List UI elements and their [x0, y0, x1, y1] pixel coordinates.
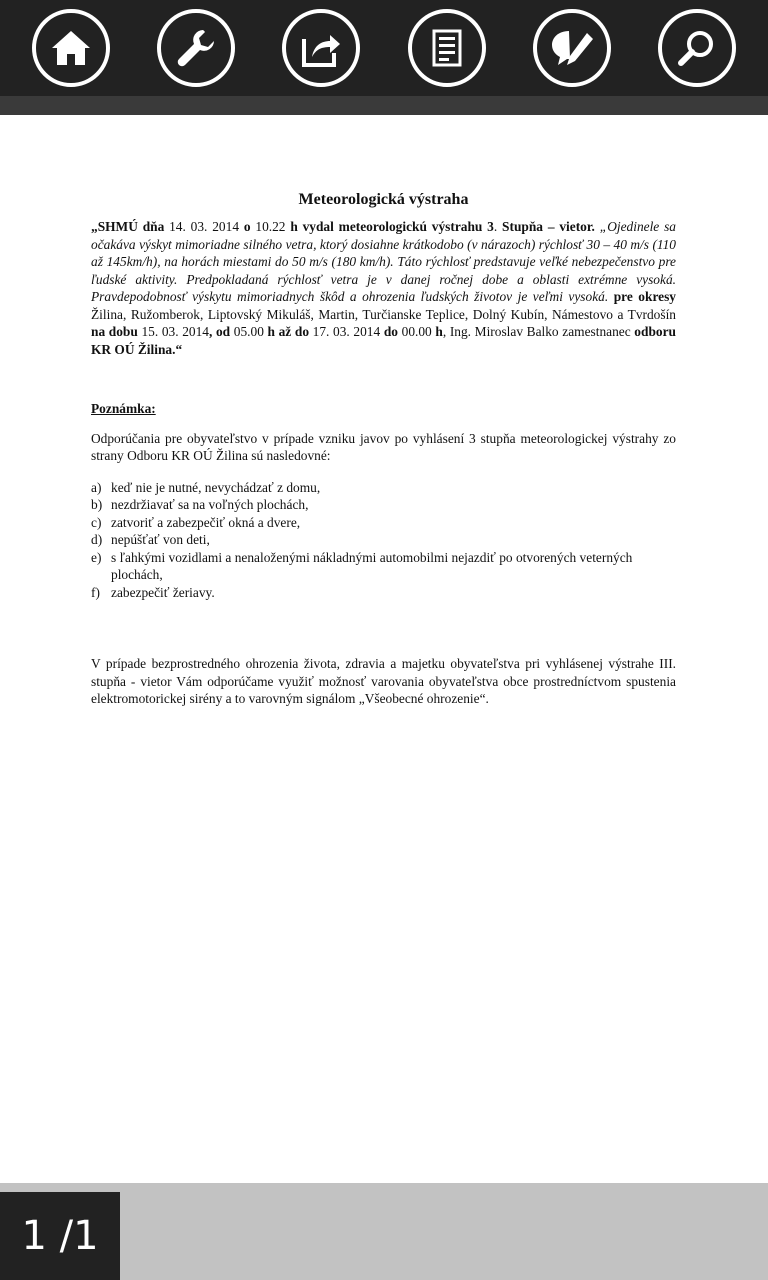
list-text: keď nie je nutné, nevychádzať z domu, [111, 479, 321, 495]
list-marker: b) [91, 497, 103, 512]
share-button[interactable] [282, 9, 360, 87]
document-list-icon [424, 25, 470, 71]
note-heading: Poznámka: [91, 401, 156, 416]
search-icon [674, 25, 720, 71]
page-indicator[interactable]: 1 /1 [0, 1192, 120, 1280]
recommendation-list [91, 479, 676, 602]
recommendation-paragraph: Odporúčania pre obyvateľstvo v prípade vzniku javov po vyhlásení 3 stupňa meteorologickej výstrahy zo strany Odboru KR OÚ Žilina sú nasledovné: [91, 430, 676, 463]
text-run: odboru KR OÚ Žilina.“ [91, 324, 676, 357]
list-marker: f) [91, 584, 100, 600]
text-run: Stupňa – vietor. [502, 219, 595, 234]
document-page [91, 190, 676, 708]
list-item [91, 514, 676, 532]
list-text: s ľahkými vozidlami a nenaloženými nákladnými automobilmi nejazdiť po otvorených veterných plochách, [111, 549, 633, 582]
home-button[interactable] [32, 9, 110, 87]
text-run: 00.00 [397, 324, 436, 339]
list-text: nezdržiavať sa na voľných plochách, [111, 497, 309, 512]
document-title: Meteorologická výstraha [298, 191, 469, 208]
list-item [91, 496, 676, 514]
text-run: h vydal meteorologickú výstrahu 3 [290, 219, 494, 234]
text-run: 05.00 [230, 324, 268, 339]
list-item [91, 549, 676, 584]
text-run: Žilina, Ružomberok, Liptovský Mikuláš, Martin, Turčianske Teplice, Dolný Kubín, Námestovo a Tvrdošín [91, 306, 676, 322]
wrench-icon [173, 25, 219, 71]
list-text: zabezpečiť žeriavy. [111, 584, 215, 600]
toolbar-shadow-strip [0, 96, 768, 115]
comment-pencil-icon [549, 25, 595, 71]
annotate-button[interactable] [533, 9, 611, 87]
text-run: h až do [267, 324, 310, 339]
text-run: „SHMÚ dňa [91, 219, 165, 234]
text-run: na dobu [91, 324, 138, 339]
warning-paragraph [91, 218, 676, 358]
text-run: 17. 03. 2014 [309, 324, 384, 339]
text-run: 10.22 [250, 219, 291, 234]
text-run: 14. 03. 2014 [164, 219, 244, 234]
share-icon [298, 25, 344, 71]
document-view-button[interactable] [408, 9, 486, 87]
text-run: o [243, 219, 251, 234]
toolbar [0, 0, 768, 96]
list-item [91, 531, 676, 549]
text-run: h [435, 324, 443, 339]
tools-button[interactable] [157, 9, 235, 87]
text-run: , od [209, 324, 231, 339]
list-marker: a) [91, 479, 102, 495]
list-marker: e) [91, 549, 102, 565]
list-item [91, 584, 676, 602]
list-text: zatvoriť a zabezpečiť okná a dvere, [111, 514, 301, 530]
final-paragraph: V prípade bezprostredného ohrozenia života, zdravia a majetku obyvateľstva pri vyhlásenej výstrahe III. stupňa - vietor Vám odporúčame využiť možnosť varovania obyvateľstva obce prostredníctvom spustenia elektromotorickej sirény a to varovným signálom „Všeobecné ohrozenie“. [91, 656, 676, 706]
list-text: nepúšťať von deti, [111, 532, 210, 547]
text-run: „Ojedinele sa očakáva výskyt mimoriadne silného vetra, ktorý dosiahne krátkodobo (v nárazoch) rýchlosť 30 – 40 m/s (110 až 145km/h), na horách miestami do 50 m/s (180 km/h). Táto rýchlosť predstavuje veľké nebezpečenstvo pre ľudské aktivity. Predpokladaná rýchlosť vetra je v danej ročnej dobe a oblasti extrémne vysoká. Pravdepodobnosť výskytu mimoriadnych škôd a ohrozenia ľudských životov je veľmi vysoká. [91, 219, 676, 304]
text-run: pre okresy [608, 289, 676, 304]
text-run: , Ing. Miroslav Balko zamestnanec [442, 324, 635, 339]
text-run: . [493, 219, 503, 234]
list-marker: c) [91, 514, 102, 530]
list-marker: d) [91, 532, 103, 547]
text-run: do [383, 324, 398, 339]
text-run: 15. 03. 2014 [137, 324, 209, 339]
home-icon [48, 25, 94, 71]
list-item [91, 479, 676, 497]
search-button[interactable] [658, 9, 736, 87]
